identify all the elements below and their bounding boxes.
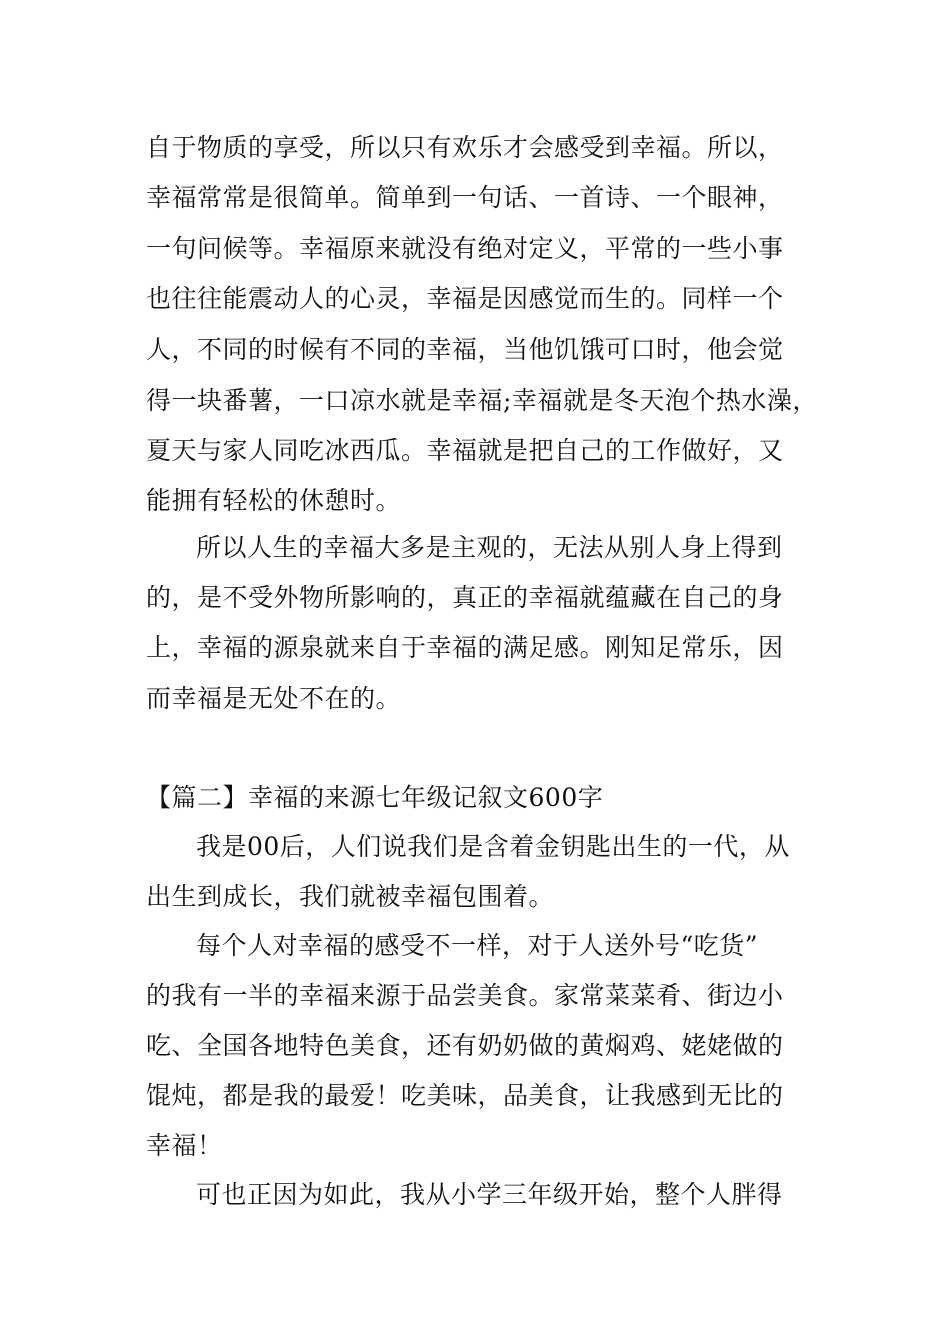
text-line: 能拥有轻松的休憩时。 bbox=[146, 486, 402, 515]
section-heading: 【篇二】幸福的来源七年级记叙文600字 bbox=[146, 783, 604, 812]
text-line: 一句问候等。幸福原来就没有绝对定义，平常的一些小事 bbox=[146, 234, 784, 263]
paragraph-first-line: 我是00后，人们说我们是含着金钥匙出生的一代，从 bbox=[196, 832, 790, 861]
text-line: 吃、全国各地特色美食，还有奶奶做的黄焖鸡、姥姥做的 bbox=[146, 1031, 784, 1060]
text-line: 上，幸福的源泉就来自于幸福的满足感。刚知足常乐，因 bbox=[146, 633, 784, 662]
text-line: 也往往能震动人的心灵，幸福是因感觉而生的。同样一个 bbox=[146, 284, 784, 313]
text-line: 自于物质的享受，所以只有欢乐才会感受到幸福。所以， bbox=[146, 133, 784, 162]
text-line: 出生到成长，我们就被幸福包围着。 bbox=[146, 882, 555, 911]
text-line: 的，是不受外物所影响的，真正的幸福就蕴藏在自己的身 bbox=[146, 583, 784, 612]
text-line: 人，不同的时候有不同的幸福，当他饥饿可口时，他会觉 bbox=[146, 335, 784, 364]
text-line: 幸福！ bbox=[146, 1131, 223, 1160]
paragraph-first-line: 可也正因为如此，我从小学三年级开始，整个人胖得 bbox=[196, 1180, 783, 1209]
text-line: 馄炖，都是我的最爱！吃美味，品美食，让我感到无比的 bbox=[146, 1081, 784, 1110]
text-line: 而幸福是无处不在的。 bbox=[146, 684, 402, 713]
text-line: 幸福常常是很简单。简单到一句话、一首诗、一个眼神， bbox=[146, 183, 784, 212]
paragraph-first-line: 所以人生的幸福大多是主观的，无法从别人身上得到 bbox=[196, 533, 783, 562]
text-line: 得一块番薯，一口凉水就是幸福;幸福就是冬天泡个热水澡， bbox=[146, 386, 818, 415]
text-line: 夏天与家人同吃冰西瓜。幸福就是把自己的工作做好，又 bbox=[146, 436, 784, 465]
text-line: 的我有一半的幸福来源于品尝美食。家常菜菜肴、街边小 bbox=[146, 981, 784, 1010]
paragraph-first-line: 每个人对幸福的感受不一样，对于人送外号“吃货” bbox=[196, 931, 759, 960]
